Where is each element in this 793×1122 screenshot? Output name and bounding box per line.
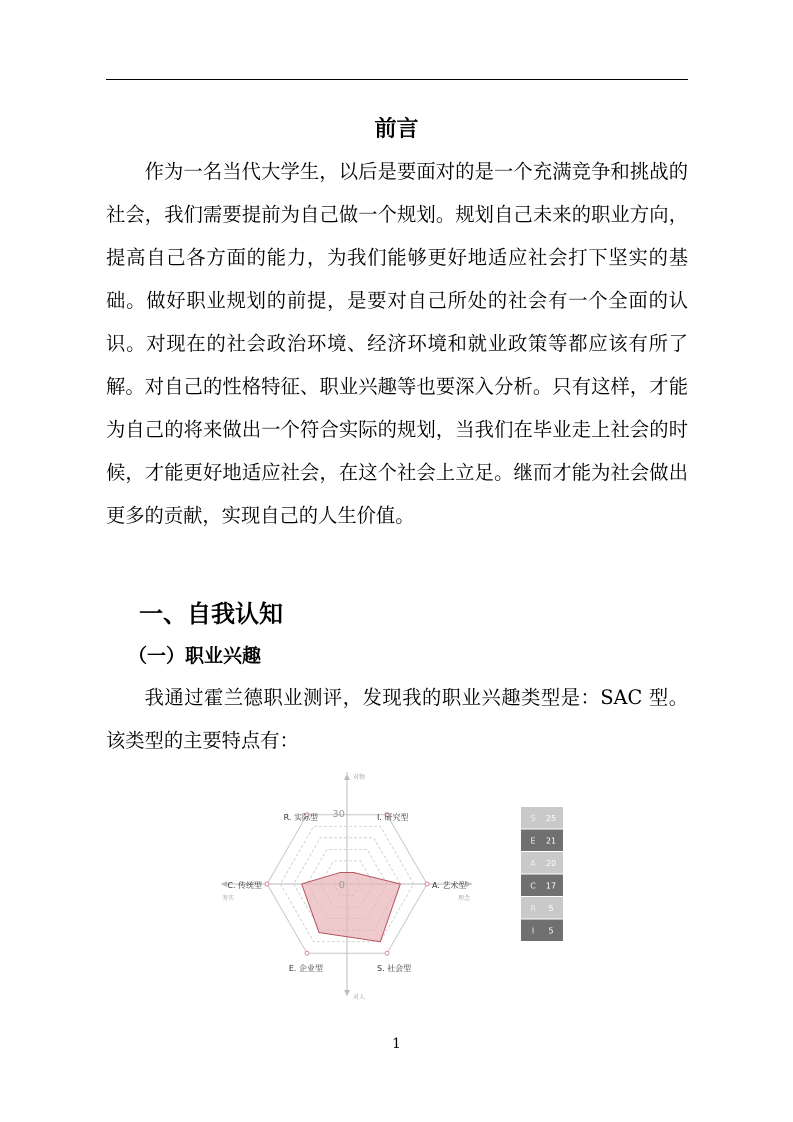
score-cell bbox=[521, 897, 563, 919]
score-value: 17 bbox=[545, 881, 557, 891]
axis-label: C. 传统型 bbox=[227, 881, 262, 890]
intro-paragraph: 作为一名当代大学生，以后是要面对的是一个充满竞争和挑战的社会，我们需要提前为自己做一个规划。规划自己未来的职业方向，提高自己各方面的能力，为我们能够更好地适应社会打下坚实的基础。做好职业规划的前提，是要对自己所处的社会有一个全面的认识。对现在的社会政治环境、经济环境和就业政策等都应该有所了解。对自己的性格特征、职业兴趣等也要深入分析。只有这样，才能为自己的将来做出一个符合实际的规划，当我们在毕业走上社会的时候，才能更好地适应社会，在这个社会上立足。继而才能为社会做出更多的贡献，实现自己的人生价值。 bbox=[106, 160, 688, 527]
arrow-down-icon bbox=[344, 990, 350, 996]
tick-label-zero: 0 bbox=[338, 880, 345, 891]
score-area bbox=[302, 872, 401, 941]
score-value: 5 bbox=[548, 926, 554, 936]
score-value: 25 bbox=[545, 814, 557, 823]
axis-label: I. 研究型 bbox=[377, 813, 409, 822]
page-title: 前言 bbox=[374, 117, 419, 142]
vertex-marker bbox=[265, 882, 269, 886]
vertex-marker bbox=[385, 951, 389, 955]
dimension-label-bottom: 对人 bbox=[353, 994, 366, 1001]
score-value: 5 bbox=[548, 904, 554, 913]
score-cell bbox=[521, 807, 563, 829]
axis-label: E. 企业型 bbox=[288, 964, 323, 973]
arrow-left-icon bbox=[221, 881, 227, 887]
score-key: C bbox=[530, 881, 536, 891]
score-key: E bbox=[530, 836, 536, 846]
tick-label-max: 30 bbox=[332, 809, 345, 820]
arrow-up-icon bbox=[344, 774, 350, 780]
score-value: 20 bbox=[545, 859, 557, 868]
dimension-label-right: 理念 bbox=[458, 895, 471, 902]
subsection-heading: （一）职业兴趣 bbox=[128, 645, 262, 667]
vertex-marker bbox=[425, 882, 429, 886]
score-key: R bbox=[530, 904, 536, 913]
page-number: 1 bbox=[392, 1036, 401, 1052]
score-cell bbox=[521, 830, 563, 852]
axis-label: R. 实际型 bbox=[283, 813, 318, 822]
score-key: S bbox=[530, 814, 536, 823]
section-heading: 一、自我认知 bbox=[139, 600, 283, 628]
axis-label: S. 社会型 bbox=[377, 964, 412, 973]
axis-label: A. 艺术型 bbox=[432, 881, 467, 890]
vertex-marker bbox=[305, 951, 309, 955]
score-key: A bbox=[530, 859, 536, 868]
arrow-right-icon bbox=[466, 881, 472, 887]
dimension-label-top: 对物 bbox=[353, 774, 366, 781]
score-key: I bbox=[531, 926, 535, 936]
score-cell bbox=[521, 875, 563, 897]
dimension-label-left: 务实 bbox=[222, 895, 235, 902]
score-cell bbox=[521, 920, 563, 942]
score-value: 21 bbox=[545, 836, 557, 846]
score-cell bbox=[521, 852, 563, 874]
interest-paragraph: 我通过霍兰德职业测评，发现我的职业兴趣类型是：SAC 型。该类型的主要特点有： bbox=[106, 686, 688, 752]
